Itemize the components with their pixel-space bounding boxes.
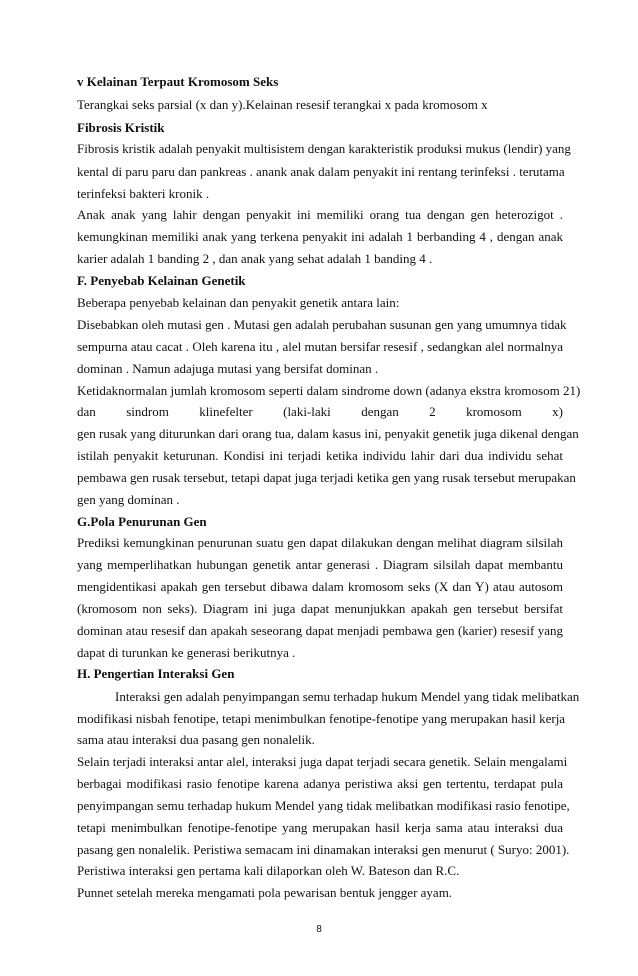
text-line: Terangkai seks parsial (x dan y).Kelainan resesif terangkai x pada kromosom x	[77, 97, 488, 112]
text-line: Ketidaknormalan jumlah kromosom seperti dalam sindrome down (adanya ekstra kromosom 21)	[77, 383, 581, 398]
section-heading-pola-penurunan: G.Pola Penurunan Gen	[77, 514, 207, 529]
text-line: pembawa gen rusak tersebut, tetapi dapat juga terjadi ketika gen yang rusak tersebut merupakan	[77, 470, 576, 485]
text-line: yang memperlihatkan hubungan genetik antar generasi . Diagram silsilah dapat membantu	[77, 557, 563, 572]
text-line: Punnet setelah mereka mengamati pola pewarisan bentuk jengger ayam.	[77, 885, 453, 900]
text-line: Anak anak yang lahir dengan penyakit ini memiliki orang tua dengan gen heterozigot .	[77, 207, 563, 222]
text-line: penyimpangan semu terhadap hukum Mendel yang tidak melibatkan modifikasi rasio fenotipe,	[77, 798, 570, 813]
text-line: dominan atau resesif dan apakah seseorang dapat menjadi pembawa gen (karier) resesif yang	[77, 623, 563, 638]
text-line: dominan . Namun adajuga mutasi yang bersifat dominan .	[77, 361, 379, 376]
text-line: pasang gen nonalelik. Peristiwa semacam ini dinamakan interaksi gen menurut ( Suryo: 2001).	[77, 842, 570, 857]
text-line: berbagai modifikasi rasio fenotipe karena adanya peristiwa aksi gen tertentu, terdapat pula	[77, 776, 563, 791]
text-line: Beberapa penyebab kelainan dan penyakit genetik antara lain:	[77, 295, 400, 310]
text-line: Prediksi kemungkinan penurunan suatu gen dapat dilakukan dengan melihat diagram silsilah	[77, 535, 563, 550]
text-line: kental di paru paru dan pankreas . anank anak dalam penyakit ini rentang terinfeksi . terutama	[77, 164, 565, 179]
text-line: mengidentikasi apakah gen tersebut dibawa dalam kromosom seks (X dan Y) atau autosom	[77, 579, 563, 594]
text-line: gen yang dominan .	[77, 492, 180, 507]
text-line: Selain terjadi interaksi antar alel, interaksi juga dapat terjadi secara genetik. Selain mengalami	[77, 754, 568, 769]
text-line: Fibrosis kristik adalah penyakit multisistem dengan karakteristik produksi mukus (lendir) yang	[77, 141, 571, 156]
text-line: sama atau interaksi dua pasang gen nonalelik.	[77, 732, 315, 747]
section-heading-kelainan-terpaut: v Kelainan Terpaut Kromosom Seks	[77, 74, 279, 89]
section-heading-interaksi-gen: H. Pengertian Interaksi Gen	[77, 666, 235, 681]
text-line-indented: Interaksi gen adalah penyimpangan semu terhadap hukum Mendel yang tidak melibatkan	[115, 689, 580, 704]
text-line: sempurna atau cacat . Oleh karena itu , alel mutan bersifar resesif , sedangkan alel normalnya	[77, 339, 563, 354]
text-line: gen rusak yang diturunkan dari orang tua, dalam kasus ini, penyakit genetik juga dikenal dengan	[77, 426, 579, 441]
text-line: terinfeksi bakteri kronik .	[77, 186, 210, 201]
text-line: dan sindrom klinefelter (laki-laki dengan 2 kromosom x)	[77, 404, 563, 419]
text-line: kemungkinan memiliki anak yang terkena penyakit ini adalah 1 berbanding 4 , dengan anak	[77, 229, 563, 244]
text-line: Disebabkan oleh mutasi gen . Mutasi gen adalah perubahan susunan gen yang umumnya tidak	[77, 317, 567, 332]
text-line: (kromosom non seks). Diagram ini juga dapat menunjukkan apakah gen tersebut bersifat	[77, 601, 563, 616]
text-line: tetapi menimbulkan fenotipe-fenotipe yang merupakan hasil kerja sama atau interaksi dua	[77, 820, 563, 835]
text-line: istilah penyakit keturunan. Kondisi ini terjadi ketika individu lahir dari dua individu sehat	[77, 448, 563, 463]
text-line: modifikasi nisbah fenotipe, tetapi menimbulkan fenotipe-fenotipe yang merupakan hasil kerja	[77, 711, 566, 726]
text-line: dapat di turunkan ke generasi berikutnya .	[77, 645, 296, 660]
page-number: 8	[316, 924, 322, 935]
text-line: karier adalah 1 banding 2 , dan anak yang sehat adalah 1 banding 4 .	[77, 251, 433, 266]
subheading-fibrosis-kristik: Fibrosis Kristik	[77, 120, 165, 135]
text-line: Peristiwa interaksi gen pertama kali dilaporkan oleh W. Bateson dan R.C.	[77, 863, 460, 878]
section-heading-penyebab-kelainan: F. Penyebab Kelainan Genetik	[77, 273, 246, 288]
